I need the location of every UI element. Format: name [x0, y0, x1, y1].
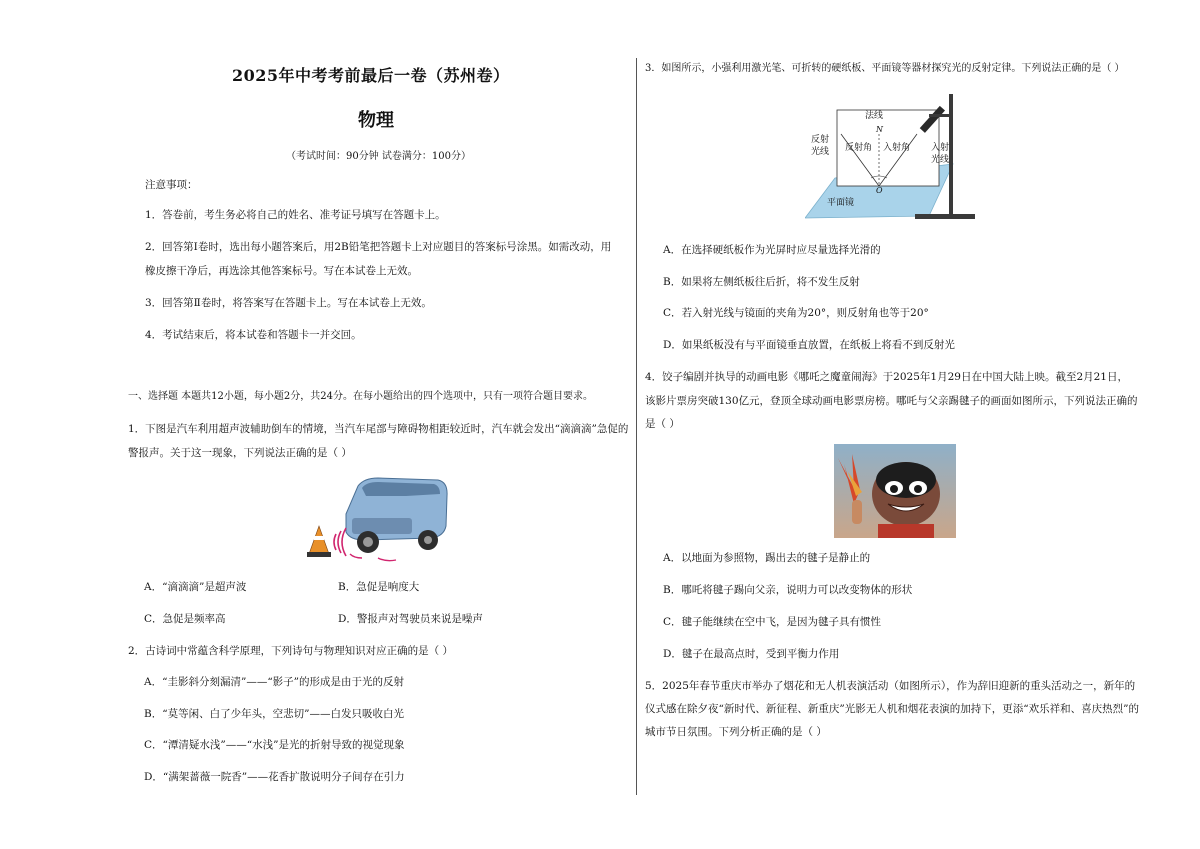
exam-meta: （考试时间：90分钟 试卷满分：100分）	[286, 151, 471, 162]
note-item: 2．回答第Ⅰ卷时，选出每小题答案后，用2B铅笔把答题卡上对应题目的答案标号涂黑。如需改动，用	[145, 241, 612, 253]
fig-label-o: O	[876, 186, 883, 195]
q3-option-d[interactable]: D．如果纸板没有与平面镜垂直放置，在纸板上将看不到反射光	[663, 339, 955, 351]
q3-stem: 3．如图所示，小强利用激光笔、可折转的硬纸板、平面镜等器材探究光的反射定律。下列说法正确的是（ ）	[645, 63, 1125, 74]
fig-label-incident-angle: 入射角	[883, 143, 911, 153]
note-item: 1．答卷前，考生务必将自己的姓名、准考证号填写在答题卡上。	[145, 209, 446, 221]
note-item: 3．回答第Ⅱ卷时，将答案写在答题卡上。写在本试卷上无效。	[145, 297, 432, 309]
left-column	[128, 0, 628, 849]
q4-option-d[interactable]: D．毽子在最高点时，受到平衡力作用	[663, 648, 840, 660]
q4-option-c[interactable]: C．毽子能继续在空中飞，是因为毽子具有惯性	[663, 616, 882, 628]
q4-stem: 4．饺子编剧并执导的动画电影《哪吒之魔童闹海》于2025年1月29日在中国大陆上映。截至2月21日，	[645, 371, 1128, 383]
q2-option-c[interactable]: C．“潭清疑水浅”——“水浅”是光的折射导致的视觉现象	[144, 739, 405, 751]
right-column	[645, 0, 1145, 849]
fig-label-reflect-angle: 反射角	[845, 143, 873, 153]
q3-option-c[interactable]: C．若入射光线与镜面的夹角为20°，则反射角也等于20°	[663, 307, 929, 319]
reflection-experiment-figure	[805, 94, 985, 224]
q1-stem: 1．下图是汽车利用超声波辅助倒车的情境，当汽车尾部与障碍物相距较近时，汽车就会发出“滴滴滴”急促的	[128, 423, 629, 435]
fig-label-mirror: 平面镜	[827, 198, 855, 208]
q4-stem: 该影片票房突破130亿元，登顶全球动画电影票房榜。哪吒与父亲踢毽子的画面如图所示，下列说法正确的	[645, 395, 1138, 407]
fig-label-n: N	[876, 125, 883, 134]
q1-option-b[interactable]: B．急促是响度大	[338, 581, 420, 593]
q1-stem: 警报声。关于这一现象，下列说法正确的是（ ）	[128, 447, 352, 459]
exam-title: 2025年中考考前最后一卷（苏州卷）	[232, 66, 510, 85]
note-item: 橡皮擦干净后，再选涂其他答案标号。写在本试卷上无效。	[145, 265, 418, 277]
fig-label-incident-ray: 光线	[931, 155, 950, 165]
q1-option-c[interactable]: C．急促是频率高	[144, 613, 226, 625]
q4-option-a[interactable]: A．以地面为参照物，踢出去的毽子是静止的	[663, 552, 871, 564]
nezha-kicking-shuttlecock-image	[834, 444, 956, 538]
fig-label-reflect-ray: 光线	[811, 147, 830, 157]
q5-stem: 城市节日氛围。下列分析正确的是（ ）	[645, 726, 827, 738]
note-item: 4．考试结束后，将本试卷和答题卡一并交回。	[145, 329, 362, 341]
fig-label-incident-ray: 入射	[931, 143, 950, 153]
q3-option-a[interactable]: A．在选择硬纸板作为光屏时应尽量选择光滑的	[663, 244, 881, 256]
q2-option-a[interactable]: A．“圭影斜分刻漏清”——“影子”的形成是由于光的反射	[144, 676, 405, 688]
q2-stem: 2．古诗词中常蕴含科学原理，下列诗句与物理知识对应正确的是（ ）	[128, 645, 454, 657]
exam-subject: 物理	[358, 110, 394, 131]
q5-stem: 仪式感在除夕夜“新时代、新征程、新重庆”光影无人机和烟花表演的加持下，更添“欢乐祥和、喜庆热烈”的	[645, 703, 1139, 715]
q5-stem: 5．2025年春节重庆市举办了烟花和无人机表演活动（如图所示），作为辞旧迎新的重头活动之一，新年的	[645, 680, 1136, 692]
q2-option-b[interactable]: B．“莫等闲、白了少年头，空悲切”——白发只吸收白光	[144, 708, 404, 720]
fig-label-reflect-ray: 反射	[811, 135, 830, 145]
q4-option-b[interactable]: B．哪吒将毽子踢向父亲，说明力可以改变物体的形状	[663, 584, 913, 596]
notes-heading: 注意事项：	[145, 179, 198, 191]
fig-label-normal: 法线	[865, 111, 884, 121]
q4-stem: 是（ ）	[645, 418, 680, 430]
car-reversing-figure	[306, 474, 451, 566]
section-heading: 一、选择题 本题共12小题，每小题2分，共24分。在每小题给出的四个选项中，只有一项符合题目要求。	[128, 391, 593, 402]
q1-option-d[interactable]: D．警报声对驾驶员来说是噪声	[338, 613, 483, 625]
q3-option-b[interactable]: B．如果将左侧纸板往后折，将不发生反射	[663, 276, 860, 288]
q1-option-a[interactable]: A．“滴滴滴”是超声波	[144, 581, 247, 593]
column-divider	[636, 58, 637, 795]
q2-option-d[interactable]: D．“满架蔷薇一院香”——花香扩散说明分子间存在引力	[144, 771, 405, 783]
